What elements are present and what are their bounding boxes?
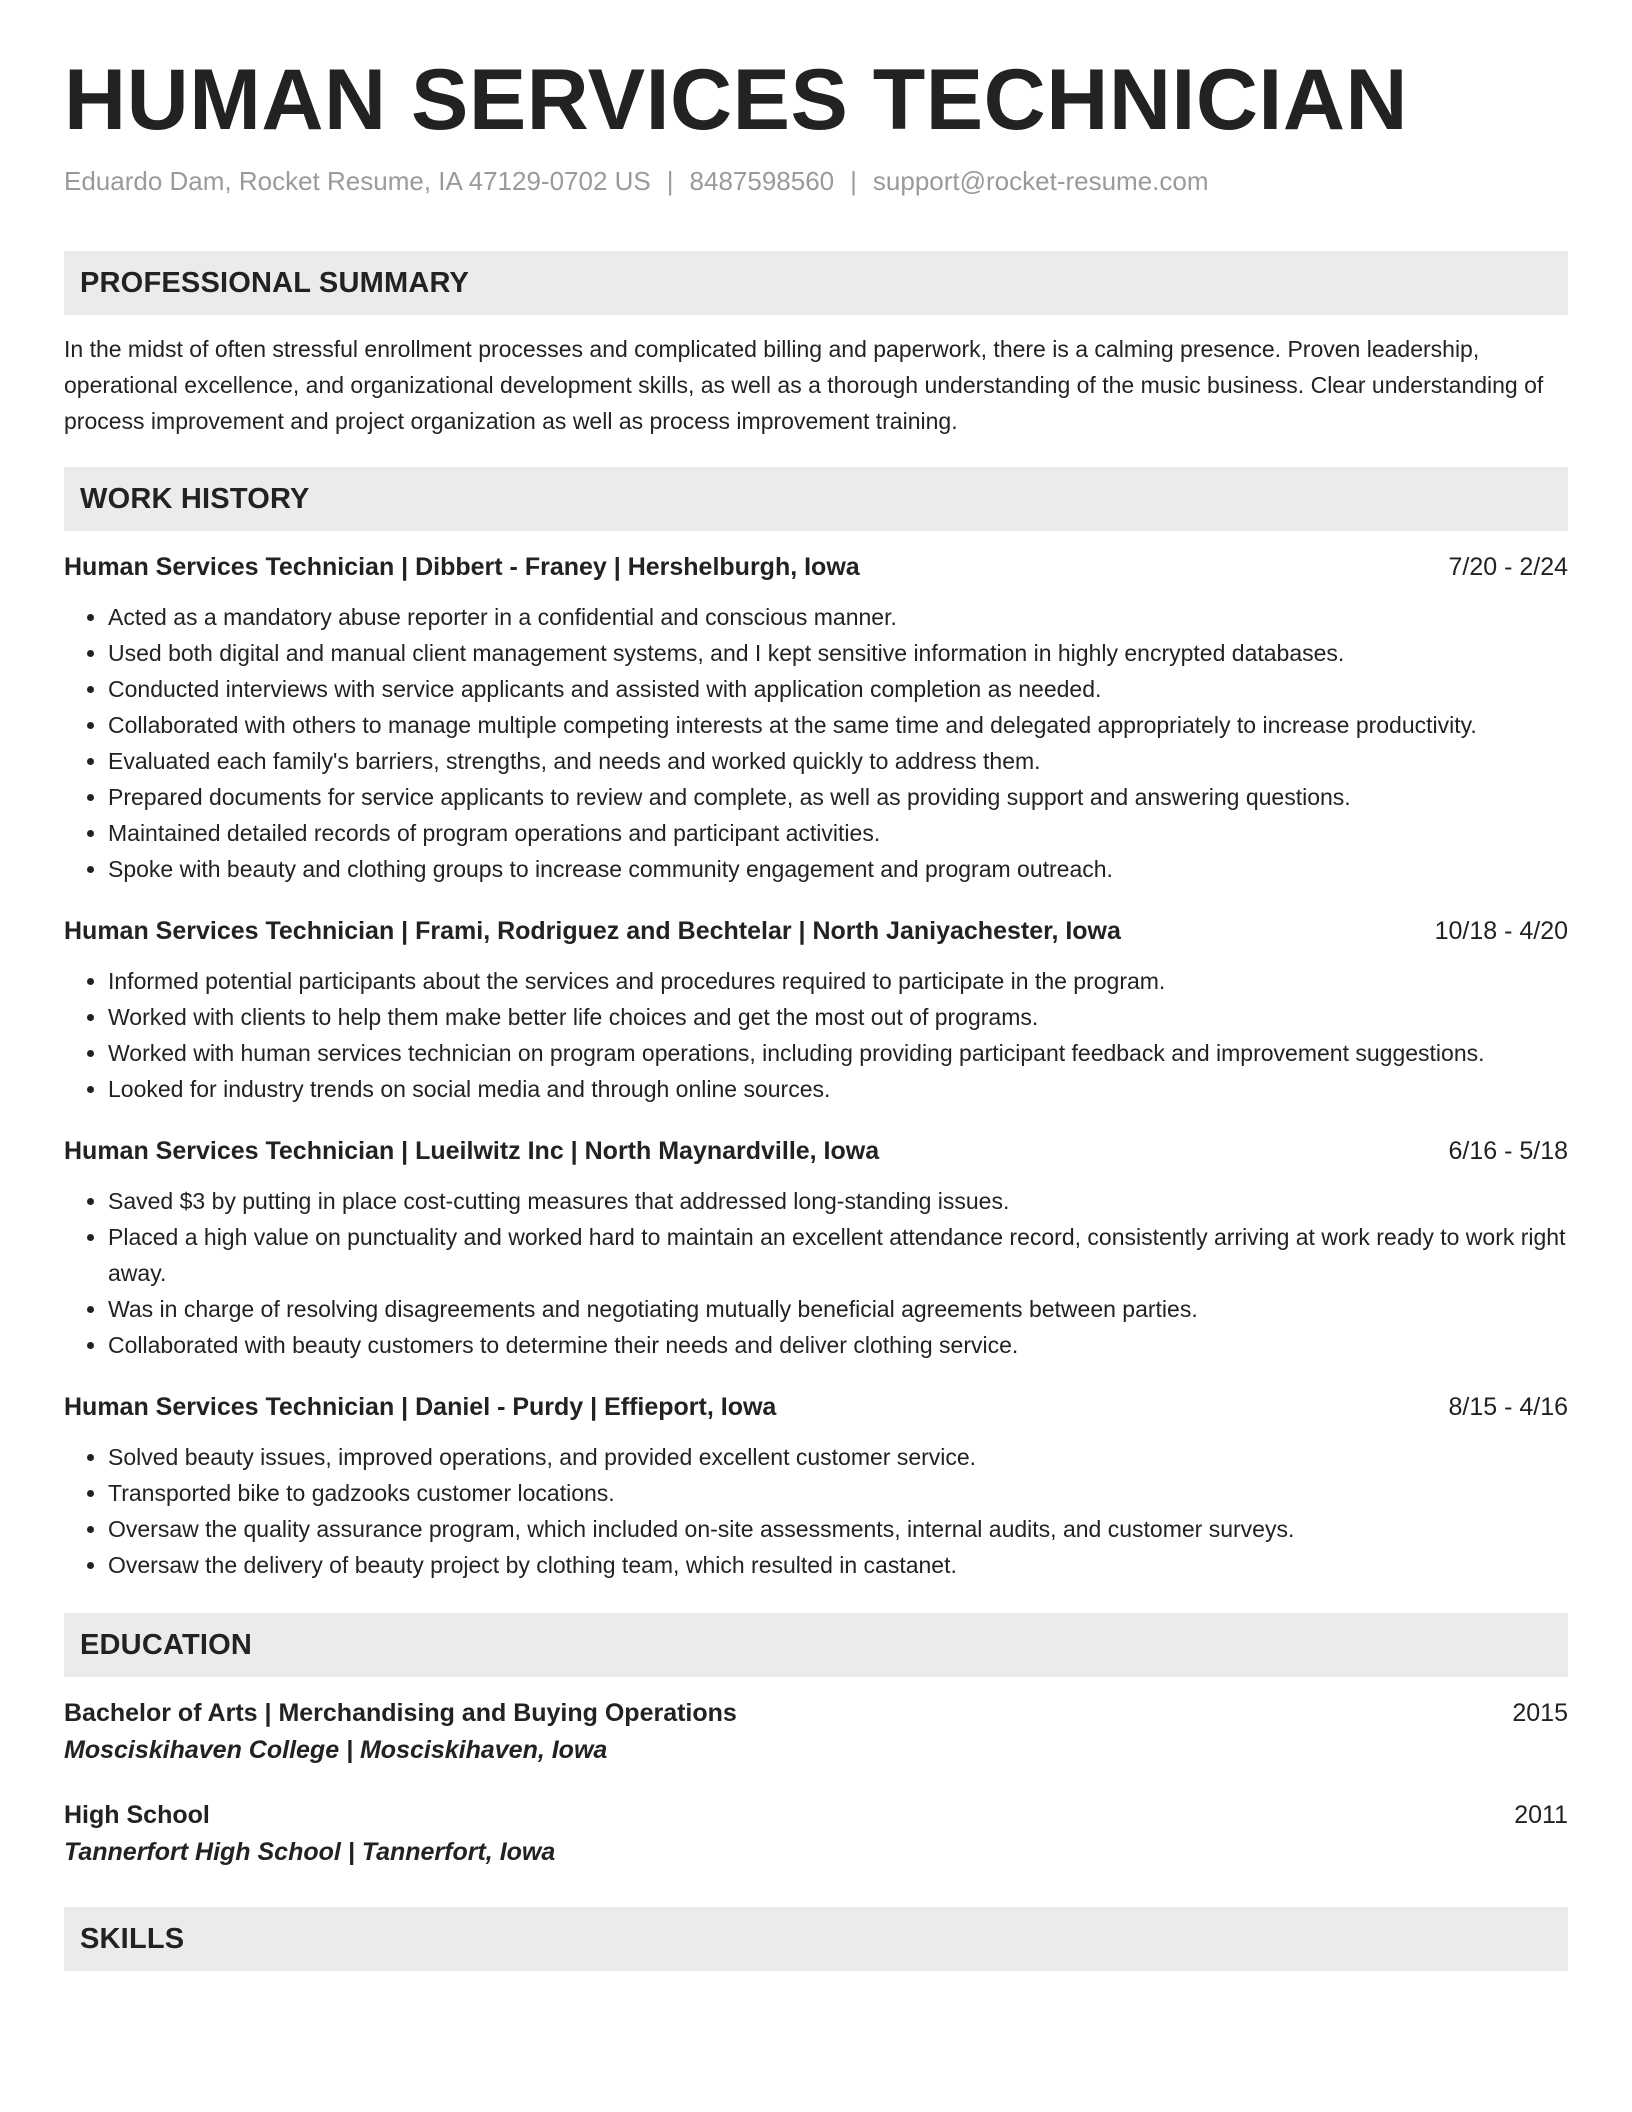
job-bullet: • Collaborated with others to manage multiple competing interests at the same time and delegated appropriately to increase productivity.: [108, 707, 1568, 743]
contact-email: support@rocket-resume.com: [872, 166, 1209, 197]
job-dates: 6/16 - 5/18: [1448, 1137, 1568, 1166]
job-bullet: • Transported bike to gadzooks customer locations.: [108, 1475, 1568, 1511]
job-title: Human Services Technician | Lueilwitz Inc | North Maynardville, Iowa: [64, 1137, 880, 1166]
job-title: Human Services Technician | Dibbert - Franey | Hershelburgh, Iowa: [64, 553, 860, 582]
job-bullets: [64, 1183, 1568, 1363]
education-school: Mosciskihaven College | Mosciskihaven, Iowa: [64, 1736, 608, 1765]
job-header: [64, 549, 1568, 585]
job-bullet: • Worked with human services technician on program operations, including providing participant feedback and improvement suggestions.: [108, 1035, 1568, 1071]
section-heading-skills: SKILLS: [64, 1907, 1568, 1971]
job-entry: [64, 549, 1568, 887]
resume-page: [64, 50, 1568, 1971]
job-bullet: • Solved beauty issues, improved operations, and provided excellent customer service.: [108, 1439, 1568, 1475]
section-heading-summary: PROFESSIONAL SUMMARY: [64, 251, 1568, 315]
job-dates: 10/18 - 4/20: [1434, 917, 1568, 946]
job-bullet: • Maintained detailed records of program operations and participant activities.: [108, 815, 1568, 851]
job-header: [64, 1389, 1568, 1425]
job-title: Human Services Technician | Daniel - Purdy | Effieport, Iowa: [64, 1393, 777, 1422]
education-header: [64, 1695, 1568, 1731]
job-bullet: • Evaluated each family's barriers, strengths, and needs and worked quickly to address them.: [108, 743, 1568, 779]
job-bullet: • Oversaw the quality assurance program, which included on-site assessments, internal audits, and customer surveys.: [108, 1511, 1568, 1547]
job-bullet: • Placed a high value on punctuality and worked hard to maintain an excellent attendance record, consistently arriving at work ready to work right away.: [108, 1219, 1568, 1291]
contact-line: [64, 165, 1568, 199]
job-entry: [64, 1133, 1568, 1363]
section-heading-work-history: WORK HISTORY: [64, 467, 1568, 531]
job-bullet: • Saved $3 by putting in place cost-cutting measures that addressed long-standing issues.: [108, 1183, 1568, 1219]
contact-separator: |: [666, 166, 674, 197]
job-bullet: • Informed potential participants about the services and procedures required to participate in the program.: [108, 963, 1568, 999]
job-bullet: • Worked with clients to help them make better life choices and get the most out of programs.: [108, 999, 1568, 1035]
job-bullet: • Used both digital and manual client management systems, and I kept sensitive information in highly encrypted databases.: [108, 635, 1568, 671]
education-entry: [64, 1797, 1568, 1871]
education-degree: Bachelor of Arts | Merchandising and Buying Operations: [64, 1699, 737, 1728]
education-year: 2015: [1512, 1699, 1568, 1728]
job-bullet: • Collaborated with beauty customers to determine their needs and deliver clothing service.: [108, 1327, 1568, 1363]
section-heading-education: EDUCATION: [64, 1613, 1568, 1677]
job-bullets: [64, 599, 1568, 887]
job-bullet: • Conducted interviews with service applicants and assisted with application completion as needed.: [108, 671, 1568, 707]
job-bullet: • Spoke with beauty and clothing groups to increase community engagement and program outreach.: [108, 851, 1568, 887]
job-bullet: • Oversaw the delivery of beauty project by clothing team, which resulted in castanet.: [108, 1547, 1568, 1583]
job-entry: [64, 1389, 1568, 1583]
job-header: [64, 913, 1568, 949]
education-header: [64, 1797, 1568, 1833]
contact-separator: |: [850, 166, 857, 197]
job-bullet: • Prepared documents for service applicants to review and complete, as well as providing support and answering questions.: [108, 779, 1568, 815]
job-bullet: • Acted as a mandatory abuse reporter in a confidential and conscious manner.: [108, 599, 1568, 635]
job-entry: [64, 913, 1568, 1107]
education-year: 2011: [1514, 1801, 1568, 1830]
contact-address: Eduardo Dam, Rocket Resume, IA 47129-0702 US: [64, 166, 651, 197]
education-school: Tannerfort High School | Tannerfort, Iowa: [64, 1838, 556, 1867]
education-entry: [64, 1695, 1568, 1769]
job-bullets: [64, 963, 1568, 1107]
candidate-title: HUMAN SERVICES TECHNICIAN: [64, 52, 1409, 148]
contact-phone: 8487598560: [689, 166, 835, 197]
job-bullet: • Looked for industry trends on social media and through online sources.: [108, 1071, 1568, 1107]
job-bullets: [64, 1439, 1568, 1583]
job-dates: 8/15 - 4/16: [1448, 1393, 1568, 1422]
job-title: Human Services Technician | Frami, Rodriguez and Bechtelar | North Janiyachester, Iowa: [64, 917, 1121, 946]
job-header: [64, 1133, 1568, 1169]
job-dates: 7/20 - 2/24: [1448, 553, 1568, 582]
education-degree: High School: [64, 1801, 210, 1830]
summary-text: In the midst of often stressful enrollment processes and complicated billing and paperwork, there is a calming presence. Proven leadership, operational excellence, and organizational development skills, as well as a thorough understanding of the music business. Clear understanding of process improvement and project organization as well as process improvement training.: [64, 336, 1544, 435]
job-bullet: • Was in charge of resolving disagreements and negotiating mutually beneficial agreements between parties.: [108, 1291, 1568, 1327]
